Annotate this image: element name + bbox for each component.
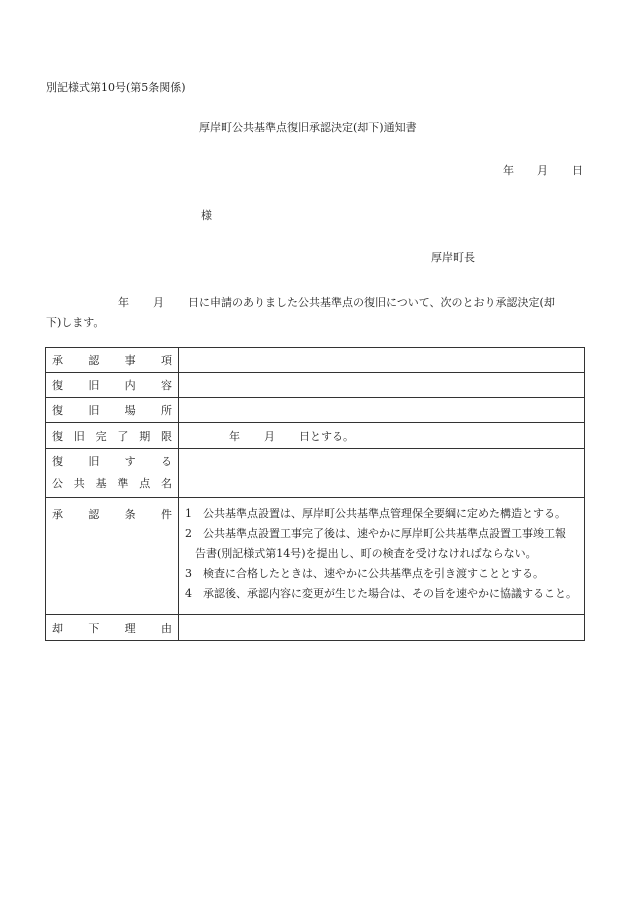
addressee-suffix: 様 [201, 209, 212, 222]
body-month: 月 [153, 296, 164, 309]
table-row [46, 498, 585, 615]
row-label-approval-conditions: 承 認 条 件 [46, 498, 179, 615]
row-value-reference-point-name[interactable] [179, 449, 585, 498]
row-label-restoration-content: 復 旧 内 容 [46, 373, 179, 398]
document-title: 厚岸町公共基準点復旧承認決定(却下)通知書 [199, 121, 417, 134]
table-row [46, 615, 585, 641]
deadline-day: 日とする。 [299, 429, 354, 443]
form-number-label: 別記様式第10号(第5条関係) [46, 81, 186, 94]
condition-item: 4 承認後、承認内容に変更が生じた場合は、その旨を速やかに協議すること。 [185, 587, 577, 600]
body-paragraph [46, 293, 586, 333]
row-value-approval-item[interactable] [179, 348, 585, 373]
condition-item-continued: 告書(別記様式第14号)を提出し、町の検査を受けなければならない。 [195, 547, 537, 560]
row-label-rejection-reason: 却 下 理 由 [46, 615, 179, 641]
approval-table [45, 347, 585, 641]
date-day-label: 日 [572, 164, 583, 177]
date-year-label: 年 [503, 164, 514, 177]
deadline-month: 月 [264, 429, 275, 443]
row-label-reference-point-name: 復 旧 す る 公 共 基 準 点 名 [46, 449, 179, 498]
row-value-restoration-content[interactable] [179, 373, 585, 398]
table-row [46, 348, 585, 373]
row-label-approval-item: 承 認 事 項 [46, 348, 179, 373]
body-line2: 下)します。 [46, 316, 105, 329]
condition-item: 3 検査に合格したときは、速やかに公共基準点を引き渡すこととする。 [185, 567, 544, 580]
date-month-label: 月 [537, 164, 548, 177]
row-value-completion-deadline[interactable] [179, 423, 585, 449]
table-row [46, 449, 585, 498]
body-line1: 日に申請のありました公共基準点の復旧について、次のとおり承認決定(却 [188, 296, 555, 309]
table-row [46, 373, 585, 398]
deadline-year: 年 [229, 429, 240, 443]
issuer-name: 厚岸町長 [431, 251, 475, 264]
row-value-restoration-location[interactable] [179, 398, 585, 423]
table-row [46, 423, 585, 449]
row-label-restoration-location: 復 旧 場 所 [46, 398, 179, 423]
condition-item: 1 公共基準点設置は、厚岸町公共基準点管理保全要綱に定めた構造とする。 [185, 507, 566, 520]
table-row [46, 398, 585, 423]
row-label-completion-deadline: 復 旧 完 了 期 限 [46, 423, 179, 449]
row-value-rejection-reason[interactable] [179, 615, 585, 641]
condition-item: 2 公共基準点設置工事完了後は、速やかに厚岸町公共基準点設置工事竣工報 [185, 527, 566, 540]
row-value-approval-conditions [179, 498, 585, 615]
body-year: 年 [118, 296, 129, 309]
